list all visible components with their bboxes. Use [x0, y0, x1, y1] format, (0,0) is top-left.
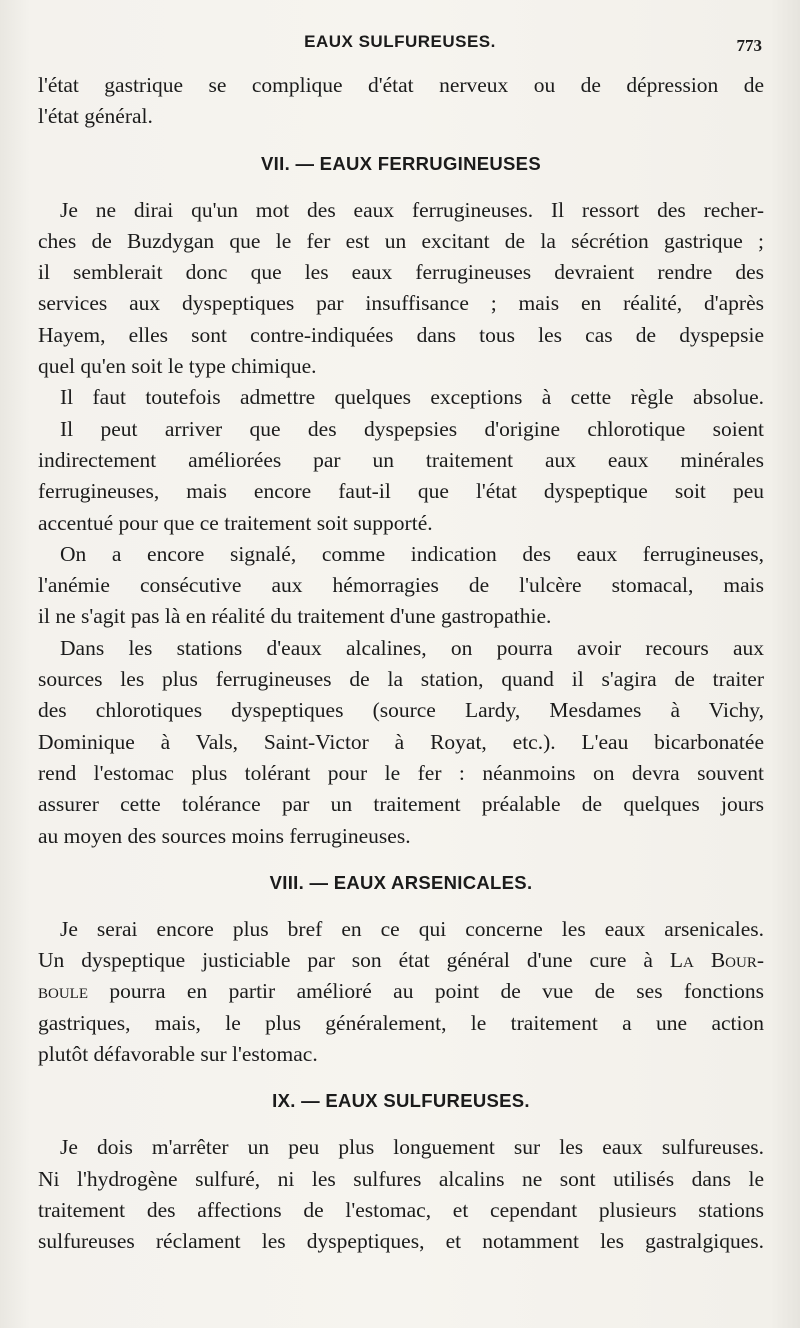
text-line: Dans les stations d'eaux alcalines, on pourra avoir recours aux: [60, 635, 764, 660]
text-line: il ne s'agit pas là en réalité du traitement d'une gastropathie.: [38, 604, 552, 629]
text-line: ches de Buzdygan que le fer est un excitant de la sécrétion gastrique ;: [38, 228, 764, 253]
running-head: [0, 30, 800, 60]
text-line: ferrugineuses, mais encore faut-il que l'état dyspeptique soit peu: [38, 479, 764, 504]
text-line: plutôt défavorable sur l'estomac.: [38, 1042, 318, 1067]
place-name-smallcaps: La Bour-: [669, 948, 765, 973]
text-line: services aux dyspeptiques par insuffisance ; mais en réalité, d'après: [38, 291, 764, 316]
text-line: traitement des affections de l'estomac, et cependant plusieurs stations: [38, 1197, 764, 1222]
text-line: des chlorotiques dyspeptiques (source Lardy, Mesdames à Vichy,: [38, 698, 764, 723]
text-line: Il faut toutefois admettre quelques exceptions à cette règle absolue.: [60, 385, 764, 410]
text-line: sources les plus ferrugineuses de la station, quand il s'agira de traiter: [38, 667, 764, 692]
text-fragment: pourra en partir amélioré au point de vue de ses fonctions: [109, 979, 764, 1004]
text-line: gastriques, mais, le plus généralement, le traitement a une action: [38, 1010, 764, 1035]
text-line: l'état général.: [38, 104, 153, 129]
section-heading-vii: VII. — EAUX FERRUGINEUSES: [261, 152, 541, 174]
text-line: indirectement améliorées par un traitement aux eaux minérales: [38, 447, 764, 472]
text-line: Dominique à Vals, Saint-Victor à Royat, etc.). L'eau bicarbonatée: [38, 729, 764, 754]
text-line: Ni l'hydrogène sulfuré, ni les sulfures alcalins ne sont utilisés dans le: [38, 1166, 764, 1191]
text-line: Je dois m'arrêter un peu plus longuement sur les eaux sulfureuses.: [60, 1135, 764, 1160]
text-line: il semblerait donc que les eaux ferrugineuses devraient rendre des: [38, 260, 764, 285]
text-line: [38, 945, 764, 976]
text-line: Il peut arriver que des dyspepsies d'origine chlorotique soient: [60, 416, 764, 441]
text-line: Je ne dirai qu'un mot des eaux ferrugineuses. Il ressort des recher-: [60, 197, 764, 222]
text-line: quel qu'en soit le type chimique.: [38, 354, 317, 379]
text-line: Hayem, elles sont contre-indiquées dans tous les cas de dyspepsie: [38, 322, 764, 347]
text-line: rend l'estomac plus tolérant pour le fer : néanmoins on devra souvent: [38, 760, 764, 785]
text-line: assurer cette tolérance par un traitement préalable de quelques jours: [38, 792, 764, 817]
text-line: On a encore signalé, comme indication des eaux ferrugineuses,: [60, 541, 764, 566]
text-line: accentué pour que ce traitement soit supporté.: [38, 510, 433, 535]
section-heading-viii: VIII. — EAUX ARSENICALES.: [269, 871, 533, 893]
page-number: 773: [736, 36, 762, 55]
text-fragment: Un dyspeptique justiciable par son état général d'une cure à: [38, 948, 653, 973]
text-line: Je serai encore plus bref en ce qui concerne les eaux arsenicales.: [60, 916, 764, 941]
section-heading-ix: IX. — EAUX SULFUREUSES.: [272, 1090, 530, 1112]
running-title: EAUX SULFUREUSES.: [304, 32, 496, 51]
text-line: l'état gastrique se complique d'état nerveux ou de dépression de: [38, 73, 764, 97]
text-line: l'anémie consécutive aux hémorragies de l'ulcère stomacal, mais: [38, 573, 764, 598]
text-line: sulfureuses réclament les dyspeptiques, et notamment les gastralgiques.: [38, 1229, 764, 1254]
body-text: [38, 70, 764, 1258]
place-name-smallcaps: boule: [38, 979, 88, 1004]
text-line: [38, 976, 764, 1007]
text-line: au moyen des sources moins ferrugineuses.: [38, 823, 411, 848]
